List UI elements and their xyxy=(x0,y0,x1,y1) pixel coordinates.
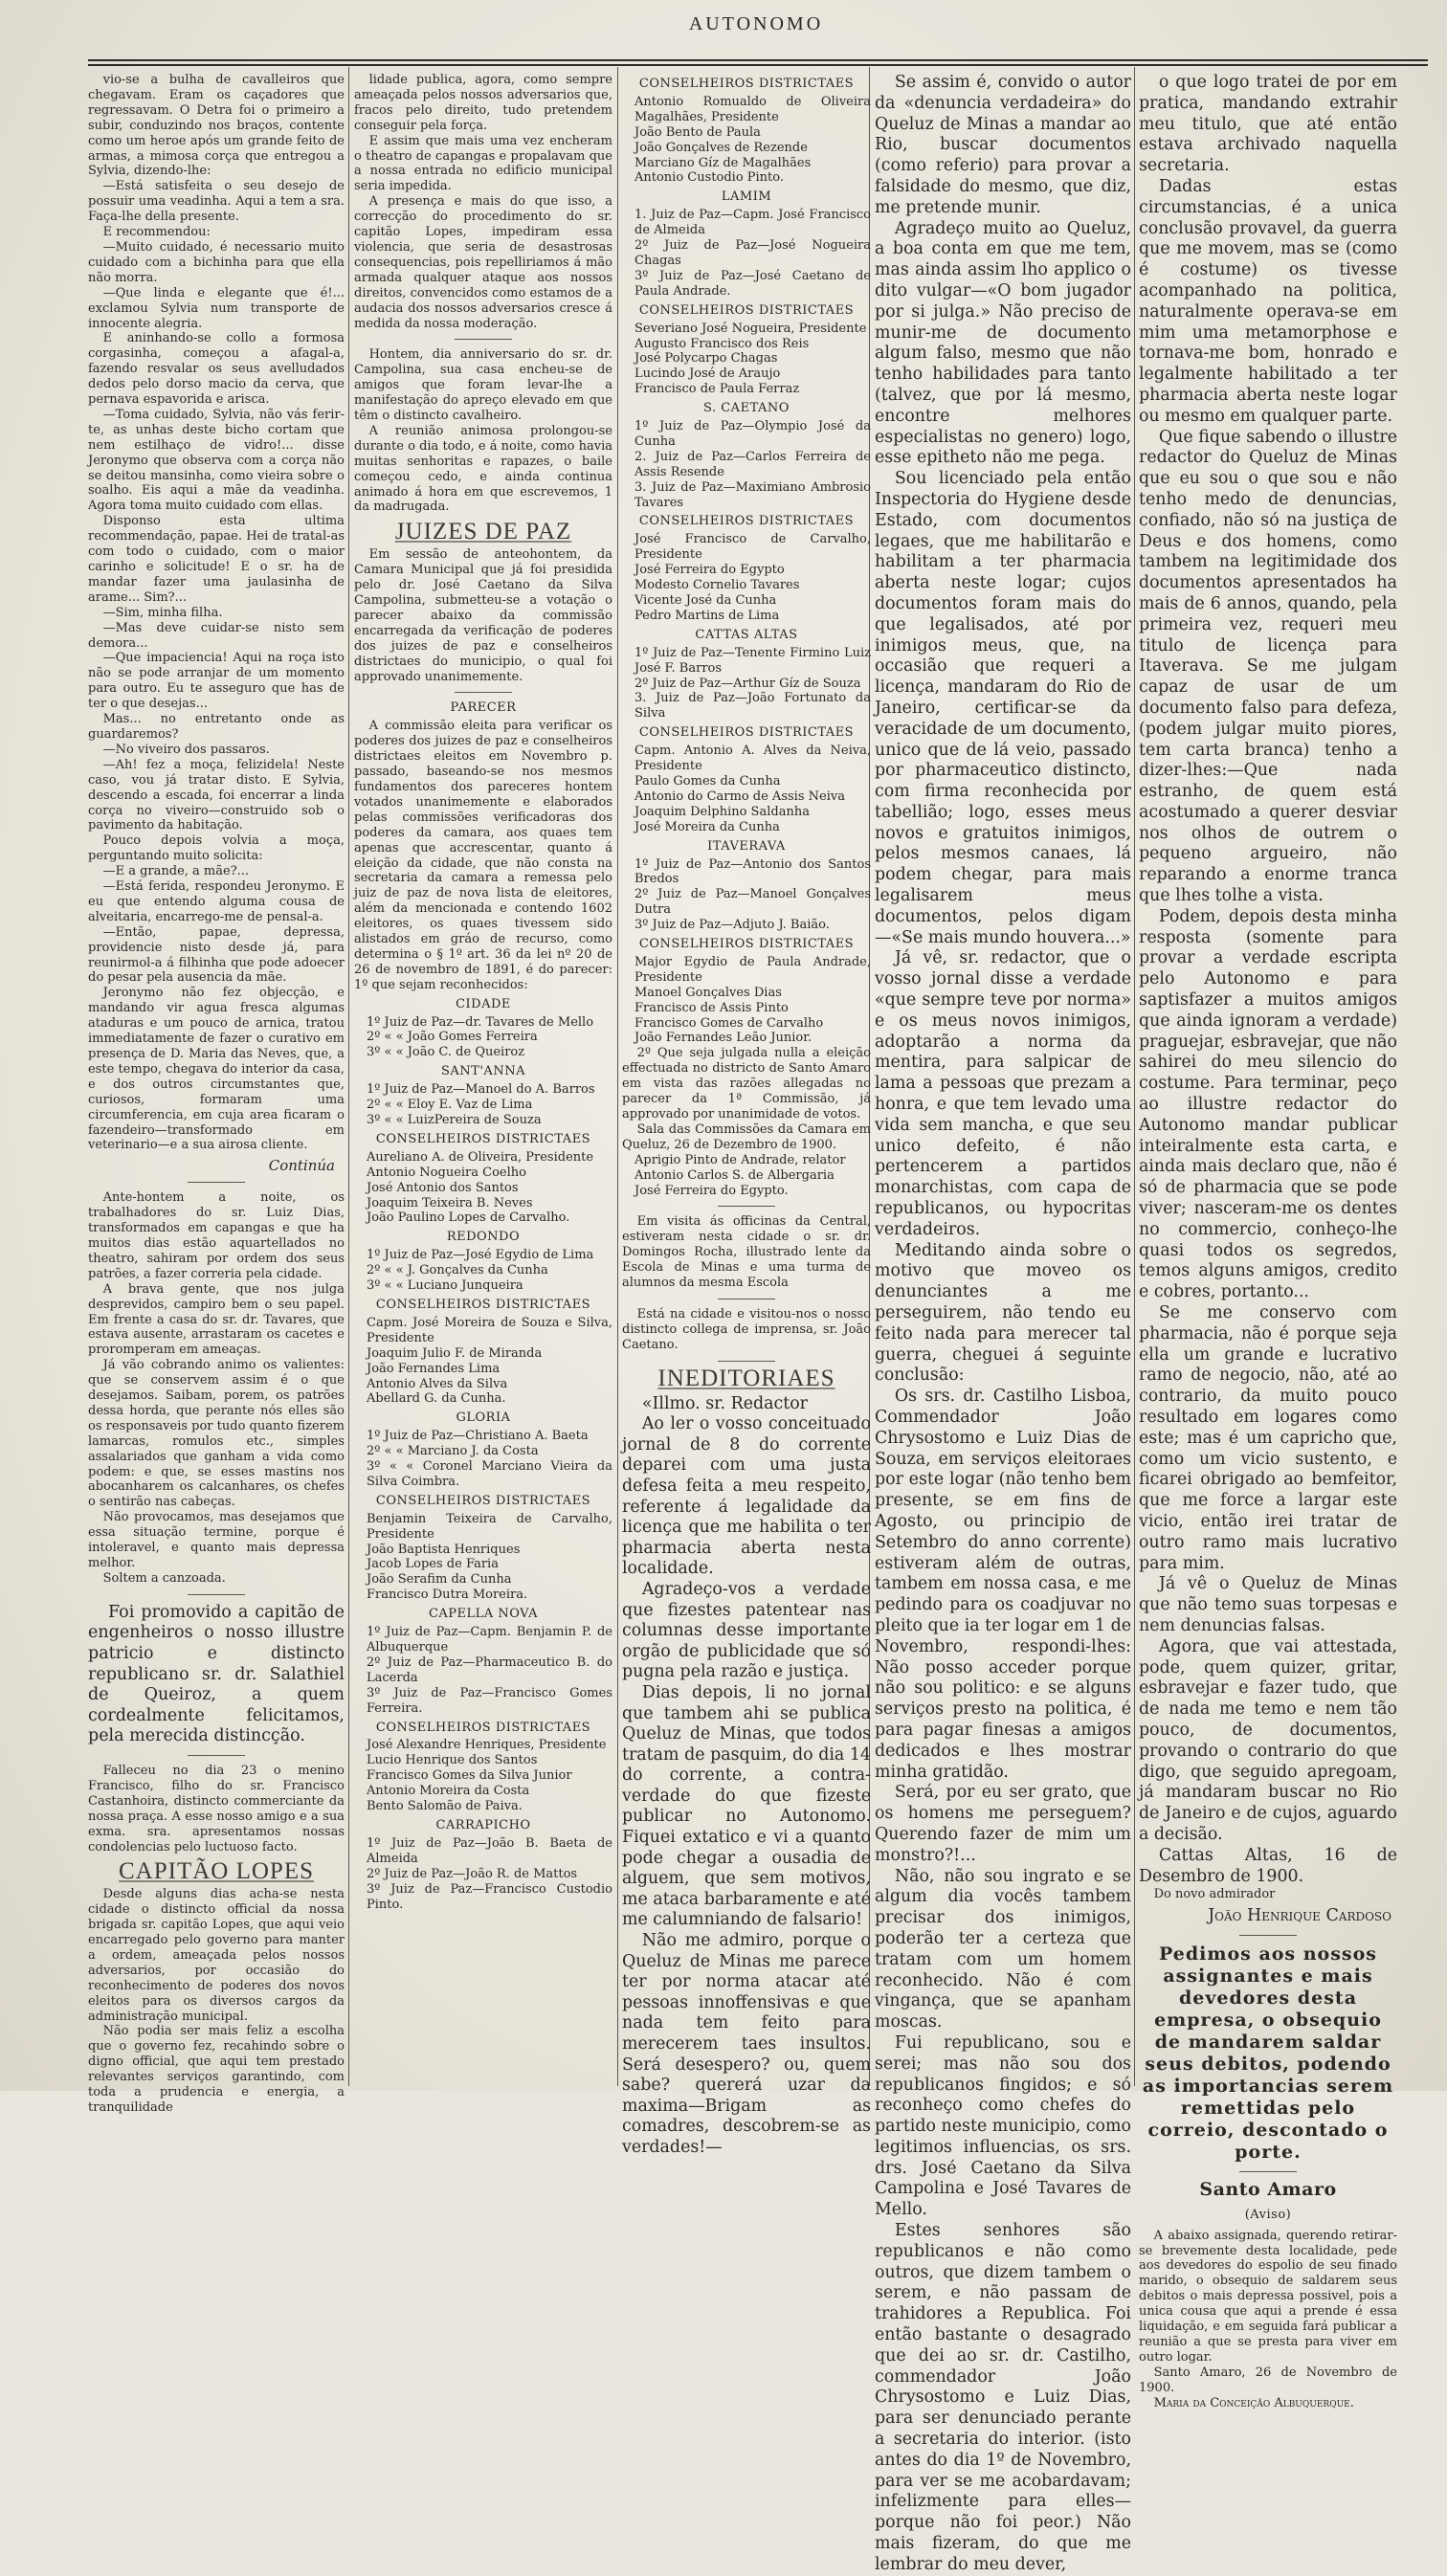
list-item: 2º Juiz de Paz—José Nogueira Chagas xyxy=(634,238,871,268)
paragraph: Hontem, dia anniversario do sr. dr. Campolina, sua casa encheu-se de amigos que foram levar-lhe a manifestação do apreço elevado em que têm o distincto cavalheiro. xyxy=(354,347,612,424)
list-item: Severiano José Nogueira, Presidente xyxy=(634,321,867,336)
list-item: 3. Juiz de Paz—João Fortunato da Silva xyxy=(634,691,871,722)
letter-body xyxy=(622,1394,871,2159)
section-heading: CAPITÃO LOPES xyxy=(119,1858,314,1885)
section-heading: CONSELHEIROS DISTRICTAES xyxy=(638,937,855,952)
paragraph: —Ah! fez a moça, felizidela! Neste caso, vou já tratar disto. E Sylvia, descendo a escada, foi encerrar a linda corça no viveiro—construido sob o pavimento da habitação. xyxy=(88,757,345,833)
letter-signature: João Henrique Cardoso xyxy=(1208,1906,1391,1926)
section-heading: CIDADE xyxy=(456,996,511,1011)
list-item: 2º Juiz de Paz—João R. de Mattos xyxy=(367,1866,578,1881)
paragraph: Ao ler o vosso conceituado jornal de 8 do corrente deparei com uma justa defesa feita a meu respeito, referente á legalidade da licença que me habilita o ter pharmacia aberta nesta localidade. xyxy=(622,1414,871,1579)
list-item: 3. Juiz de Paz—Maximiano Ambrosio Tavares xyxy=(634,479,871,510)
separator xyxy=(718,1206,775,1207)
paragraph: —Que linda e elegante que é!... exclamou Sylvia num transporte de innocente alegria. xyxy=(88,285,345,331)
list-item: Vicente José da Cunha xyxy=(634,593,777,608)
list-item: 2º « « João Gomes Ferreira xyxy=(367,1030,538,1045)
list-item: 3º « « Luciano Junqueira xyxy=(367,1278,523,1294)
paragraph: Jeronymo não fez objecção, e mandando vir agua fresca algumas ataduras e um pouco de arnica, tratou immediatamente de fazer o curativo em presença de D. Maria das Neves, que, a este tempo, chegava do interior da casa, e dos outros circumstantes que, curiosos, formaram uma circumferencia, em cuja area ficaram o fazendeiro—transformado em veterinario—e a sua airosa cliente. xyxy=(88,986,345,1153)
section-heading: CAPELLA NOVA xyxy=(428,1607,539,1622)
paragraph: Agradeço-vos a verdade que fizestes patentear nas columnas desse importante orgão de publicidade que só pugna pela razão e justiça. xyxy=(622,1579,871,1682)
paragraph: Que fique sabendo o illustre redactor do Queluz de Minas que eu sou o que sou e não tenho medo de denuncias, confiado, não só na justiça de Deus e dos homens, como tambem na legitimidade dos documentos apresentados ha mais de 6 annos, quando, pela primeira vez, requeri meu titulo de licença para Itaverava. Se me julgam capaz de usar de um documento falso para defeza, (podem julgar muito piores, tem carta branca) tenho a dizer-lhes:—Que nada estranho, de quem está acostumado a querer desviar nos olhos de outrem o pequeno argueiro, não reparando a enorme tranca que lhes tolhe a vista. xyxy=(1139,427,1397,906)
section-heading: LAMIM xyxy=(721,189,772,205)
list-item: José Alexandre Henriques, Presidente xyxy=(367,1738,607,1753)
list-item: Antonio Nogueira Coelho xyxy=(367,1165,526,1180)
paragraph: Agradeço muito ao Queluz, a boa conta em que me tem, mas ainda assim lho applico o dito vulgar—«O bom jugador por si julga.» Não preciso de munir-me de documento algum falso, mesmo que não tenho habilidades para tanto (talvez, que por lá mesmo, encontre melhores especialistas no genero) logo, esse epitheto não me pega. xyxy=(875,218,1131,468)
column-divider xyxy=(348,67,349,2086)
list-item: Joaquim Teixeira B. Neves xyxy=(367,1195,533,1210)
list-item: Benjamin Teixeira de Carvalho, Presidente xyxy=(367,1511,612,1542)
list-item: Aprigio Pinto de Andrade, relator xyxy=(634,1152,846,1167)
masthead-title: AUTONOMO xyxy=(688,13,824,34)
paragraph: Os srs. dr. Castilho Lisboa, Commendador João Chrysostomo e Luiz Dias de Souza, em serviços eleitoraes por este logar (não tenho bem presente, se em fins de Agosto, ou principio de Setembro do anno corrente) estiveram além de outras, tambem em nossa casa, e me pedindo para os coadjuvar no pleito que ia ter logar em 1 de Novembro, respondi-lhes: Não posso acceder porque não sou politico: e se alguns serviços presto na politica, é para pagar finesas a amigos dedicados e lhes mostrar minha gratidão. xyxy=(875,1387,1131,1782)
list-item: Aureliano A. de Oliveira, Presidente xyxy=(367,1149,594,1165)
paragraph: —Muito cuidado, é necessario muito cuidado com a bichinha para que ella não morra. xyxy=(88,239,345,285)
paragraph: A presença e mais do que isso, a correcção do procedimento do sr. capitão Lopes, impediram essa violencia, que seria de desastrosas consequencias, pois repelliriamos á mão armada qualquer ataque aos nossos direitos, convencidos como estamos de a audacia dos nossos adversarios cresce á medida da nossa moderação. xyxy=(354,194,612,331)
notice-body: A abaixo assignada, querendo retirar-se brevemente desta localidade, pede aos devedores do espolio de seu finado marido, o obsequio de saldarem seus debitos o mais depressa possivel, pois a unica cousa que aqui a prende é essa liquidação, e em seguida fará publicar a reunião a que se presta para viver em outro logar. xyxy=(1139,2228,1397,2365)
paragraph: Sala das Commissões da Camara em Queluz, 26 de Dezembro de 1900. xyxy=(622,1121,871,1152)
notice-date: Santo Amaro, 26 de Novembro de 1900. xyxy=(1139,2365,1397,2395)
list-item: 3º « « João C. de Queiroz xyxy=(367,1045,525,1060)
paragraph: lidade publica, agora, como sempre ameaçada pelos nossos adversarios que, fracos pelo direito, tudo pretendem conseguir pela força. xyxy=(354,73,612,133)
list-item: Joaquim Julio F. de Miranda xyxy=(367,1345,543,1361)
list-item: Jacob Lopes de Faria xyxy=(367,1557,499,1572)
paragraph: E assim que mais uma vez encheram o theatro de capangas e propalavam que a nossa entrada no edificio municipal seria impedida. xyxy=(354,133,612,194)
list-item: 2º « « J. Gonçalves da Cunha xyxy=(367,1263,548,1278)
paragraph: vio-se a bulha de cavalleiros que chegavam. Eram os caçadores que regressavam. O Detra foi o primeiro a subir, conduzindo nos braços, contente como um heroe após um grande feito de armas, a mimosa corça que entregou a Sylvia, dizendo-lhe: xyxy=(88,73,345,179)
list-item: Marciano Gíz de Magalhães xyxy=(634,155,812,170)
paragraph: A brava gente, que nos julga desprevidos, campiro bem o seu papel. Em frente a casa do sr. dr. Tavares, que estava ausente, arrastaram os cacetes e proromperam em ameaças. xyxy=(88,1281,345,1358)
separator xyxy=(455,339,512,340)
list-item: 1º Juiz de Paz—José Egydio de Lima xyxy=(367,1248,594,1263)
list-item: João Bento de Paula xyxy=(634,124,761,140)
list-item: Capm. Antonio A. Alves da Neiva, Presidente xyxy=(634,744,871,774)
list-item: Antonio Custodio Pinto. xyxy=(634,170,785,186)
paragraph: Estes senhores são republicanos e não como outros, que dizem tambem o serem, e não passam de trahidores a Republica. Foi então bastante o desagrado que dei ao sr. dr. Castilho, commendador João Chrysostomo e Luiz Dias, para ser denunciado perante a secretaria do interior. (isto antes do dia 1º de Novembro, para ver se me acobardavam; infelizmente para elles—porque não foi peor.) Não mais fizeram, do que me lembrar do meu dever, xyxy=(875,2221,1131,2574)
column-3 xyxy=(622,73,871,2157)
section-heading: CATTAS ALTAS xyxy=(695,627,798,642)
list-item: Antonio do Carmo de Assis Neiva xyxy=(634,788,845,804)
list-item: João Paulino Lopes de Carvalho. xyxy=(367,1210,570,1226)
paragraph: Desde alguns dias acha-se nesta cidade o distincto official da nossa brigada sr. capitão Lopes, que aqui veio encarregado pelo governo para manter a ordem, ameaçada pelos nossos adversarios, por occasião do reconhecimento de poderes dos novos eleitos para os diversos cargos da administração municipal. xyxy=(88,1887,345,2024)
list-item: Antonio Romualdo de Oliveira Magalhães, Presidente xyxy=(634,94,871,124)
separator xyxy=(1239,1935,1297,1936)
list-item: José Ferreira do Egypto xyxy=(634,563,785,578)
section-heading: CONSELHEIROS DISTRICTAES xyxy=(375,1493,591,1508)
section-heading: REDONDO xyxy=(446,1230,521,1245)
notice-signature: Maria da Conceição Albuquerque. xyxy=(1153,2395,1354,2410)
list-item: Pedro Martins de Lima xyxy=(634,608,780,623)
paragraph: E recommendou: xyxy=(102,225,211,240)
section-heading: GLORIA xyxy=(456,1410,511,1426)
paragraph: Em visita ás officinas da Central, estiveram nesta cidade o sr. dr. Domingos Rocha, illustrado lente da Escola de Minas e uma turma de alumnos da mesma Escola xyxy=(622,1214,871,1291)
list-item: 3º Juiz de Paz—Francisco Gomes Ferreira. xyxy=(367,1685,612,1716)
paragraph: Ante-hontem a noite, os trabalhadores do sr. Luiz Dias, transformados em capangas e que ha muitos dias estão aquartellados no theatro, sahiram por ordem dos seus patrões, a fazer correria pela cidade. xyxy=(88,1190,345,1281)
column-1 xyxy=(88,73,345,2115)
paragraph: Não, não sou ingrato e se algum dia vocês tambem precisar dos inimigos, poderão ter a certeza que tratam com um homem reconhecido. Não é com vingança, que se apanham moscas. xyxy=(875,1866,1131,2032)
section-heading: CONSELHEIROS DISTRICTAES xyxy=(638,725,855,741)
list-item: Manoel Gonçalves Dias xyxy=(634,985,782,1000)
list-item: 2. Juiz de Paz—Carlos Ferreira de Assis Resende xyxy=(634,449,871,479)
paragraph: —Toma cuidado, Sylvia, não vás ferir-te, as unhas deste bicho cortam que nem estilhaço de vidro!... disse Jeronymo que observa com a corça não se deitou mansinha, como vieira sobre o soalho. Eis aqui a mãe da veadinha. Agora toma muito cuidado com ellas. xyxy=(88,407,345,514)
paragraph: Dadas estas circumstancias, é a unica conclusão provavel, da guerra que me movem, mas se (como é costume) os tivesse acompanhado na politica, naturalmente operava-se em mim uma metamorphose e tornava-me bom, honrado e legalmente habilitado a ter pharmacia aberta neste logar ou mesmo em qualquer parte. xyxy=(1139,176,1397,426)
column-2 xyxy=(354,73,612,2073)
paragraph: —Sim, minha filha. xyxy=(102,605,223,620)
paragraph: Sou licenciado pela então Inspectoria do Hygiene desde Estado, com documentos legaes, que me habilitarão e habilitam a ter pharmacia aberta neste logar; cujos documentos foram mais do que legalisados, até por inimigos meus, que, na occasião que requeri a licença, mandaram do Rio de Janeiro, certificar-se da veracidade de um documento, unico que de lá veio, passado por pharmaceutico distincto, com firma reconhecida por tabellião; logo, esses meus novos e gratuitos inimigos, pelos mesmos canaes, lá podem chegar, para mais legalisarem meus documentos, pelos digam—«Se mais mundo houvera...» xyxy=(875,469,1131,947)
list-item: Francisco de Assis Pinto xyxy=(634,1000,789,1015)
obituary-notice: Falleceu no dia 23 o menino Francisco, filho do sr. Francisco Castanhoira, distincto commerciante da nossa praça. A esse nosso amigo e a sua exma. sra. apresentamos nossas condolencias pelo luctuoso facto. xyxy=(88,1763,345,1854)
paragraph: Em sessão de anteohontem, da Camara Municipal que já foi presidida pelo dr. José Caetano da Silva Campolina, submetteu-se a votação o parecer abaixo da commissão encarregada da verificação de poderes dos juizes de paz e conselheiros districtaes do municipio, o qual foi approvado unanimemente. xyxy=(354,547,612,684)
list-item: 3º Juiz de Paz—Adjuto J. Baião. xyxy=(634,918,830,933)
list-item: 1º Juiz de Paz—Capm. Benjamin P. de Albuquerque xyxy=(367,1625,612,1654)
section-heading: PARECER xyxy=(450,700,517,716)
signoff-line: Do novo admirador xyxy=(1153,1887,1276,1902)
paragraph: A reunião animosa prolongou-se durante o dia todo, e á noite, como havia muitas senhoritas e rapazes, o baile começou cedo, e ainda continua animado á hora em que escrevemos, 1 da madrugada. xyxy=(354,423,612,515)
paragraph: Já vão cobrando animo os valientes: que se conservem assim é o que desejamos. Saibam, porem, os patrões dessa horda, que perante nós elles são os responsaveis por tudo quanto fizerem lamarcas, romulos etc., simples assalariados que ganham a vida como podem: e que, se esses mastins nos abocanharem os calcanhares, os chefes o sentirão nas cabeças. xyxy=(88,1358,345,1510)
section-heading: INEDITORIAES xyxy=(657,1365,835,1391)
column-4 xyxy=(875,73,1131,2574)
paragraph: Dias depois, li no jornal que tambem ahi se publica Queluz de Minas, que todos tratam de pasquim, do dia 14 do corrente, a contra-verdade do que fizeste publicar no Autonomo. Fiquei extatico e vi a quanto pode chegar a ousadia de alguem, que sem motivos, me ataca barbaramente e até me calumniando de falsario! xyxy=(622,1682,871,1930)
paragraph: Não me admiro, porque o Queluz de Minas me parece ter por norma atacar até pessoas innoffensivas e que nada tem feito para merecerem taes insultos. Será desespero? ou, quem sabe? quererá uzar da maxima—Brigam as comadres, descobrem-se as verdades!— xyxy=(622,1931,871,2157)
list-item: 2º « « Eloy E. Vaz de Lima xyxy=(367,1098,533,1113)
list-item: 1º Juiz de Paz—Christiano A. Baeta xyxy=(367,1429,589,1444)
list-item: Joaquim Delphino Saldanha xyxy=(634,804,810,819)
list-item: Francisco Dutra Moreira. xyxy=(367,1588,528,1603)
paragraph: —Então, papae, depressa, providencie nisto desde já, para reunirmol-a á filhinha que pode adoecer do pesar pela ausencia da mãe. xyxy=(88,924,345,986)
list-item: 1º Juiz de Paz—dr. Tavares de Mello xyxy=(367,1014,594,1030)
list-item: João Gonçalves de Rezende xyxy=(634,140,808,155)
list-item: Paulo Gomes da Cunha xyxy=(634,773,781,788)
list-item: Francisco Gomes de Carvalho xyxy=(634,1015,824,1031)
section-heading: CONSELHEIROS DISTRICTAES xyxy=(638,514,855,529)
list-item: José Ferreira do Egypto. xyxy=(634,1183,789,1198)
paragraph: Está na cidade e visitou-nos o nosso distincto collega de imprensa, sr. João Caetano. xyxy=(622,1306,871,1352)
list-item: 1º Juiz de Paz—Tenente Firmino Luiz José F. Barros xyxy=(634,645,871,676)
list-item: 3º Juiz de Paz—José Caetano de Paula Andrade. xyxy=(634,268,871,299)
paragraph: Cattas Altas, 16 de Desembro de 1900. xyxy=(1139,1845,1397,1886)
section-heading: CONSELHEIROS DISTRICTAES xyxy=(375,1131,591,1146)
section-heading: CONSELHEIROS DISTRICTAES xyxy=(375,1297,591,1312)
paragraph: Mas... no entretanto onde as guardaremos? xyxy=(88,712,345,742)
column-divider xyxy=(1134,67,1135,2086)
section-heading: CONSELHEIROS DISTRICTAES xyxy=(638,302,855,318)
list-item: 3º « « Coronel Marciano Vieira da Silva Coimbra. xyxy=(367,1459,612,1489)
list-item: 1º Juiz de Paz—Antonio dos Santos Bredos xyxy=(634,856,871,887)
section-heading: CONSELHEIROS DISTRICTAES xyxy=(375,1720,591,1735)
section-heading: (Aviso) xyxy=(1244,2207,1292,2222)
list-item: Lucio Henrique dos Santos xyxy=(367,1753,538,1768)
paragraph: —E a grande, a mãe?... xyxy=(102,864,250,879)
list-item: Antonio Alves da Silva xyxy=(367,1376,508,1391)
paragraph: Se me conservo com pharmacia, não é porque seja ella um grande e lucrativo ramo de negocio, não, até ao contrario, da muito pouco resultado em logares como este; mas é um capricho que, como um vicio sustento, e ficarei obrigado ao bemfeitor, que me force a largar este vicio, então irei tratar de outro ramo mais lucrativo para mim. xyxy=(1139,1303,1397,1573)
list-item: Abellard G. da Cunha. xyxy=(367,1391,506,1407)
paragraph: Já vê o Queluz de Minas que não temo suas torpesas e nem denuncias falsas. xyxy=(1139,1574,1397,1635)
list-item: Antonio Carlos S. de Albergaria xyxy=(634,1167,835,1183)
list-item: Lucindo José de Araujo xyxy=(634,366,781,382)
paragraph: Podem, depois desta minha resposta (somente para provar a verdade escripta pelo Autonomo e para saptisfazer a muitos amigos que ainda ignoram a verdade) praguejar, esbravejar, que não sahirei do meu silencio do costume. Para terminar, peço ao illustre redactor do Autonomo mandar publicar inteiralmente esta carta, e ainda mais declaro que, não é só de pharmacia que se pode viver; nasceram-me os dentes no commercio, conheço-lhe quasi todos os segredos, temos alguns amigos, credito e cobres, portanto... xyxy=(1139,906,1397,1302)
list-item: 2º Juiz de Paz—Manoel Gonçalves Dutra xyxy=(634,887,871,918)
list-item: 3º Juiz de Paz—Francisco Custodio Pinto. xyxy=(367,1881,612,1912)
paragraph: Não provocamos, mas desejamos que essa situação termine, porque é intoleravel, e quanto mais depressa melhor. xyxy=(88,1510,345,1570)
paragraph: —Que impaciencia! Aqui na roça isto não se pode arranjar de um momento para outro. Eu te asseguro que has de ter o que desejas... xyxy=(88,651,345,712)
list-item: 2º Juiz de Paz—Arthur Gíz de Souza xyxy=(634,676,861,691)
list-item: 3º « « LuizPereira de Souza xyxy=(367,1113,542,1127)
continued-label: Continúa xyxy=(268,1157,335,1175)
paragraph: Disponso esta ultima recommendação, papae. Hei de tratal-as com todo o cuidado, com o maior carinho e solicitude! E o sr. ha de mandar fazer uma jaulasinha de arame... Sim?... xyxy=(88,514,345,605)
paragraph: Pouco depois volvia a moça, perguntando muito solicita: xyxy=(88,833,345,864)
list-item: 1º Juiz de Paz—João B. Baeta de Almeida xyxy=(367,1835,612,1866)
list-item: João Fernandes Lima xyxy=(367,1361,501,1376)
paragraph: Será, por eu ser grato, que os homens me perseguem? Querendo fazer de mim um monstro?!... xyxy=(875,1783,1131,1865)
section-heading: CARRAPICHO xyxy=(435,1817,531,1832)
column-5 xyxy=(1139,73,1397,2410)
separator xyxy=(188,1182,245,1183)
separator xyxy=(718,1361,775,1362)
list-item: José Moreira da Cunha xyxy=(634,819,780,834)
masthead-rule xyxy=(88,59,1428,66)
paragraph: Meditando ainda sobre o motivo que moveo os denunciantes a me perseguirem, não tendo eu feito nada para merecer tal guerra, cheguei á seguinte conclusão: xyxy=(875,1240,1131,1386)
list-item: Major Egydio de Paula Andrade, Presidente xyxy=(634,954,871,985)
paragraph: Agora, que vai attestada, pode, quem quizer, gritar, esbravejar e fazer tudo, que de nada me temo e nem tão pouco, de documentos, provando o contrario do que digo, que seguido apregoam, já mandaram buscar no Rio de Janeiro e de cujos, aguardo a decisão. xyxy=(1139,1636,1397,1844)
list-item: João Baptista Henriques xyxy=(367,1542,521,1557)
list-item: 2º Juiz de Paz—Pharmaceutico B. do Lacerda xyxy=(367,1654,612,1685)
section-heading: JUIZES DE PAZ xyxy=(394,519,572,545)
list-item: 1. Juiz de Paz—Capm. José Francisco de Almeida xyxy=(634,208,871,238)
separator xyxy=(188,1594,245,1595)
paragraph: 2º Que seja julgada nulla a eleição effectuada no districto de Santo Amaro em vista das razões allegadas no parecer da 1ª Commissão, já approvado por unanimidade de votos. xyxy=(622,1046,871,1121)
list-item: Bento Salomão de Paiva. xyxy=(367,1799,523,1814)
section-heading: Santo Amaro xyxy=(1199,2179,1337,2201)
paragraph: Não podia ser mais feliz a escolha que o governo fez, recahindo sobre o digno official, que aqui tem prestado relevantes serviços garantindo, com toda a prudencia e energia, a tranquilidade xyxy=(88,2024,345,2115)
list-item: Modesto Cornelio Tavares xyxy=(634,578,800,593)
separator xyxy=(188,1755,245,1756)
separator xyxy=(455,692,512,693)
list-item: 1º Juiz de Paz—Olympio José da Cunha xyxy=(634,419,871,449)
list-item: Antonio Moreira da Costa xyxy=(367,1784,530,1799)
paragraph: Fui republicano, sou e serei; mas não sou dos republicanos fingidos; e só reconheço como chefes do partido neste municipio, como legitimos influencias, os srs. drs. José Caetano da Silva Campolina e José Tavares de Mello. xyxy=(875,2032,1131,2220)
paragraph: A commissão eleita para verificar os poderes dos juizes de paz e conselheiros districtaes eleitos em Novembro p. passado, baseando-se nos mesmos fundamentos dos pareceres hontem votados unanimemente e elaborados pelas commissões verificadoras dos poderes da camara, aos quaes tem apenas que accrescentar, quanto á eleição da cidade, que não consta na secretaria da camara a remessa pelo juiz de paz de nova lista de eleitores, além da mencionada e contendo 1602 eleitores, os quaes tivessem sido alistados em gráo de recurso, como determina o § 1º art. 36 da lei nº 20 de 26 de novembro de 1891, é do parecer: 1º que sejam reconhecidos: xyxy=(354,719,612,992)
list-item: Capm. José Moreira de Souza e Silva, Presidente xyxy=(367,1315,612,1345)
subscriber-notice: Pedimos aos nossos assignantes e mais devedores desta empresa, o obsequio de mandarem saldar seus debitos, podendo as importancias serem remettidas pelo correio, descontado o porte. xyxy=(1142,1943,1394,2164)
list-item: Francisco de Paula Ferraz xyxy=(634,382,800,397)
paragraph: Soltem a canzoada. xyxy=(102,1570,226,1586)
paragraph: E aninhando-se collo a formosa corgasinha, começou a afagal-a, fazendo resvalar os seus avelludados dedos pelo dorso macio da cerva, que pernava espavorida e arisca. xyxy=(88,331,345,408)
section-heading: SANT'ANNA xyxy=(441,1064,525,1079)
paragraph: o que logo tratei de por em pratica, mandando extrahir meu titulo, que até então estava archivado naquella secretaria. xyxy=(1139,73,1397,176)
list-item: João Fernandes Leão Junior. xyxy=(634,1031,813,1046)
list-item: Francisco Gomes da Silva Junior xyxy=(367,1768,572,1784)
separator xyxy=(1239,2171,1297,2172)
list-item: Augusto Francisco dos Reis xyxy=(634,336,810,351)
paragraph: —Mas deve cuidar-se nisto sem demora... xyxy=(88,620,345,651)
list-item: José Antonio dos Santos xyxy=(367,1180,519,1195)
section-heading: CONSELHEIROS DISTRICTAES xyxy=(638,77,855,91)
paragraph: —No viveiro dos passaros. xyxy=(102,742,270,757)
list-item: José Francisco de Carvalho, Presidente xyxy=(634,532,871,563)
paragraph: —Está satisfeita o seu desejo de possuir uma veadinha. Aqui a tem a sra. Faça-lhe della presente. xyxy=(88,179,345,225)
section-heading: S. CAETANO xyxy=(703,401,790,416)
paragraph: «Illmo. sr. Redactor xyxy=(641,1393,808,1413)
list-item: João Serafim da Cunha xyxy=(367,1572,512,1588)
column-divider xyxy=(617,67,618,2086)
list-item: José Polycarpo Chagas xyxy=(634,351,778,366)
list-item: 2º « « Marciano J. da Costa xyxy=(367,1444,539,1459)
promotion-notice: Foi promovido a capitão de engenheiros o nosso illustre patricio e distincto republicano sr. dr. Salathiel de Queiroz, a quem cordealmente felicitamos, pela merecida distincção. xyxy=(88,1602,345,1746)
paragraph: Se assim é, convido o autor da «denuncia verdadeira» do Queluz de Minas a mandar ao Rio, buscar documentos (como referio) para provar a falsidade do mesmo, que diz, me pretende munir. xyxy=(875,73,1131,217)
paragraph: Já vê, sr. redactor, que o vosso jornal disse a verdade «que sempre teve por norma» e os meus novos inimigos, adoptarão a norma da mentira, para salpicar de lama a pessoas que prezam a honra, e que tem levado uma vida sem mancha, e que seu unico defeito, é não pertencerem a partidos monarchistas, com capa de republicanos, ou hypocritas verdadeiros. xyxy=(875,948,1131,1239)
paragraph: —Está ferida, respondeu Jeronymo. E eu que entendo alguma cousa de alveitaria, encarrego-me de pensal-a. xyxy=(88,879,345,924)
list-item: 1º Juiz de Paz—Manoel do A. Barros xyxy=(367,1082,595,1098)
section-heading: ITAVERAVA xyxy=(707,838,786,854)
